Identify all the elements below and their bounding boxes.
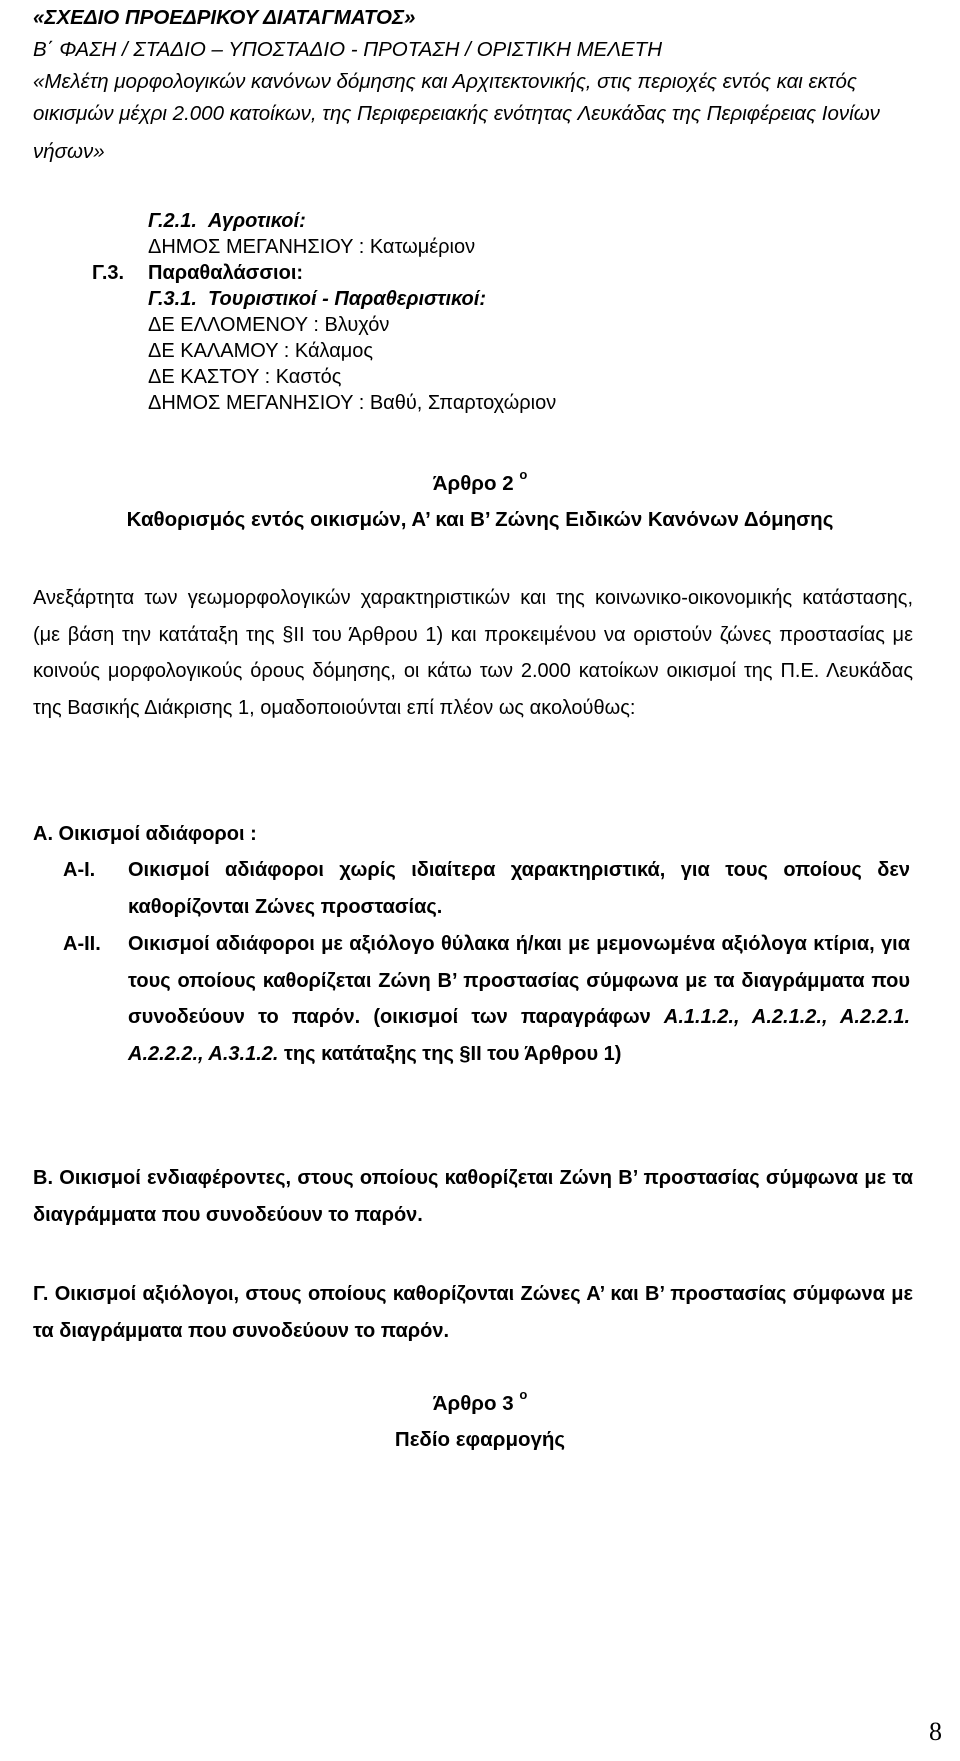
article-2-title: Άρθρο 2 $^o$: [432, 467, 528, 495]
g31-entry: ΔΗΜΟΣ ΜΕΓΑΝΗΣΙΟΥ : Βαθύ, Σπαρτοχώριον: [148, 392, 557, 414]
g3-title: Παραθαλάσσιοι:: [148, 262, 304, 284]
category-a2-refs: Α.1.1.2., Α.2.1.2., Α.2.2.1. Α.2.2.2., Α.3.1.2.: [128, 1006, 910, 1065]
article-2-intro: Ανεξάρτητα των γεωμορφολογικών χαρακτηριστικών και της κοινωνικο-οικονομικής κατάστασης, (με βάση την κατάταξη της §ΙΙ του Άρθρου 1) και προκειμένου να οριστούν ζώνες προστασίας με κοινούς μορφολογικούς όρους δόμησης, οι κάτω των 2.000 κατοίκων οικισμοί της Π.Ε. Λευκάδας της Βασικής Διάκρισης 1, ομαδοποιούνται επί πλέον ως ακολούθως:: [33, 587, 913, 719]
study-line-1: «Μελέτη μορφολογικών κανόνων δόμησης και Αρχιτεκτονικής, στις περιοχές εντός και εκτός: [33, 70, 857, 93]
article-2-subtitle: Καθορισμός εντός οικισμών, Α’ και Β’ Ζώνης Ειδικών Κανόνων Δόμησης: [126, 508, 834, 531]
g31-entry: ΔΕ ΕΛΛΟΜΕΝΟΥ : Βλυχόν: [148, 314, 390, 336]
category-a1-label: Α-Ι.: [63, 859, 96, 881]
category-a1: [63, 852, 910, 925]
document-header: [33, 2, 913, 168]
study-line-3: νήσων»: [33, 140, 105, 163]
study-line-2: οικισμών μέχρι 2.000 κατοίκων, της Περιφερειακής ενότητας Λευκάδας της Περιφέρειας Ιονίων: [33, 102, 880, 125]
category-a-heading: Α. Οικισμοί αδιάφοροι :: [33, 823, 257, 845]
g21-entry: ΔΗΜΟΣ ΜΕΓΑΝΗΣΙΟΥ : Κατωμέριον: [148, 236, 476, 258]
phase-line: Β΄ ΦΑΣΗ / ΣΤΑΔΙΟ – ΥΠΟΣΤΑΔΙΟ - ΠΡΟΤΑΣΗ / ΟΡΙΣΤΙΚΗ ΜΕΛΕΤΗ: [33, 38, 662, 61]
article-3-subtitle: Πεδίο εφαρμογής: [394, 1428, 566, 1451]
decree-title: «ΣΧΕΔΙΟ ΠΡΟΕΔΡΙΚΟΥ ΔΙΑΤΑΓΜΑΤΟΣ»: [33, 6, 416, 29]
g31-entry: ΔΕ ΚΑΛΑΜΟΥ : Κάλαμος: [148, 340, 374, 362]
category-a2: [63, 926, 910, 1072]
g31-entry: ΔΕ ΚΑΣΤΟΥ : Καστός: [148, 366, 342, 388]
page-number: 8: [929, 1717, 942, 1746]
category-b: Β. Οικισμοί ενδιαφέροντες, στους οποίους καθορίζεται Ζώνη Β’ προστασίας σύμφωνα με τα διαγράμματα που συνοδεύουν το παρόν.: [33, 1167, 913, 1226]
category-a1-text: Οικισμοί αδιάφοροι χωρίς ιδιαίτερα χαρακτηριστικά, για τους οποίους δεν καθορίζονται Ζώνες προστασίας.: [128, 859, 910, 918]
category-a2-text: Οικισμοί αδιάφοροι με αξιόλογο θύλακα ή/και με μεμονωμένα αξιόλογα κτίρια, για τους οποίους καθορίζεται Ζώνη Β’ προστασίας σύμφωνα με τα διαγράμματα που συνοδεύουν το παρόν. (οικισμοί των παραγράφων Α.1.1.2., Α.2.1.2., Α.2.2.1. Α.2.2.2., Α.3.1.2. της κατάταξης της §ΙΙ του Άρθρου 1): [128, 933, 910, 1065]
g31-heading: Γ.3.1. Τουριστικοί - Παραθεριστικοί:: [148, 288, 486, 310]
category-a2-label: Α-ΙΙ.: [63, 933, 101, 955]
g3-number: Γ.3.: [92, 262, 125, 284]
category-g: Γ. Οικισμοί αξιόλογοι, στους οποίους καθορίζονται Ζώνες Α’ και Β’ προστασίας σύμφωνα με τα διαγράμματα που συνοδεύουν το παρόν.: [33, 1283, 913, 1342]
g21-heading: Γ.2.1. Αγροτικοί:: [148, 210, 306, 232]
article-3-title: Άρθρο 3 $^o$: [432, 1387, 528, 1415]
